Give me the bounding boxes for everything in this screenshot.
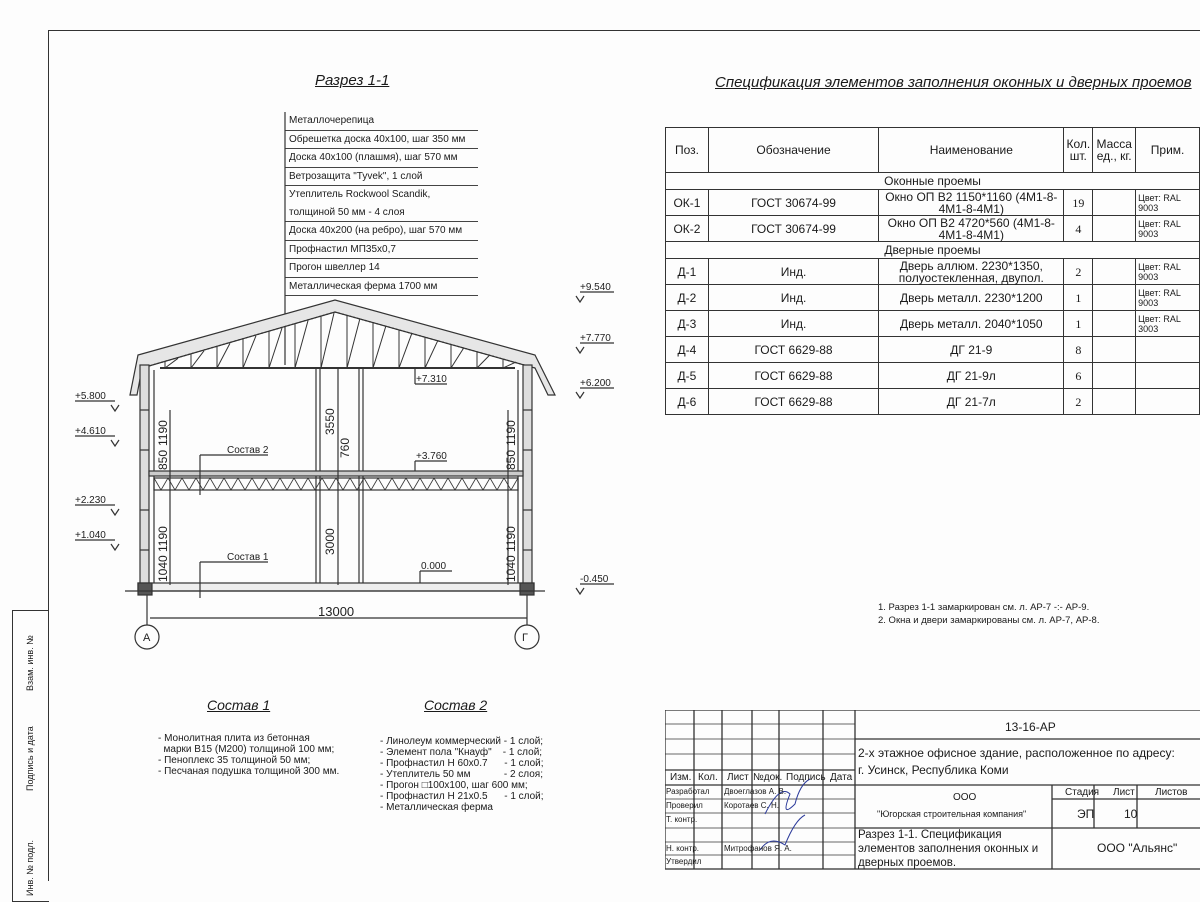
- cell-name: Окно ОП В2 1150*1160 (4М1-8-4М1-8-4М1): [879, 190, 1064, 216]
- cell-name: ДГ 21-9л: [879, 363, 1064, 389]
- note: 2. Окна и двери замаркированы см. л. АР-7, АР-8.: [878, 615, 1100, 626]
- company-line2: "Югорская строительная компания": [877, 809, 1027, 819]
- cell-code: ГОСТ 6629-88: [708, 363, 878, 389]
- cell-pos: Д-2: [666, 285, 709, 311]
- level-right: -0.450: [580, 574, 609, 585]
- company-line1: ООО: [953, 792, 977, 803]
- roof-layer: Профнастил МП35х0,7: [285, 241, 478, 260]
- role-label: Разработал: [666, 787, 710, 796]
- sheets-label: Листов: [1155, 787, 1188, 798]
- level-right: +9.540: [580, 282, 611, 293]
- spec-row: [666, 285, 1200, 311]
- cell-mass: [1093, 337, 1136, 363]
- level-left: +5.800: [75, 391, 106, 402]
- stamp-label: Подпись и дата: [25, 726, 35, 791]
- organization: ООО "Альянс": [1097, 841, 1178, 855]
- cell-note: Цвет: RAL 9003: [1136, 285, 1200, 311]
- dim-3550: 3550: [323, 408, 337, 435]
- dim-850: 850: [156, 449, 170, 470]
- cell-name: ДГ 21-7л: [879, 389, 1064, 415]
- level-left: +2.230: [75, 495, 106, 506]
- cell-mass: [1093, 259, 1136, 285]
- spec-row: [666, 389, 1200, 415]
- col-header: Масса ед., кг.: [1093, 128, 1136, 173]
- roof-layer: Прогон швеллер 14: [285, 259, 478, 278]
- head-label: №док.: [753, 772, 783, 783]
- cell-pos: ОК-1: [666, 190, 709, 216]
- drawing-code: 13-16-АР: [1005, 720, 1056, 734]
- cell-note: Цвет: RAL 3003: [1136, 311, 1200, 337]
- role-label: Проверил: [666, 801, 703, 810]
- level-right: +7.770: [580, 333, 611, 344]
- roof-layer: Металлическая ферма 1700 мм: [285, 278, 478, 297]
- cell-qty: 19: [1064, 190, 1093, 216]
- cell-pos: Д-1: [666, 259, 709, 285]
- cell-pos: Д-3: [666, 311, 709, 337]
- composition1-text: - Монолитная плита из бетонная марки В15 (М200) толщиной 100 мм; - Пеноплекс 35 толщиной 50 мм; - Песчаная подушка толщиной 300 мм.: [158, 733, 340, 777]
- cell-note: Цвет: RAL 9003: [1136, 259, 1200, 285]
- level-left: +4.610: [75, 426, 106, 437]
- head-label: Лист: [727, 772, 749, 783]
- role-label: Т. контр.: [666, 815, 698, 824]
- roof-layer: Утеплитель Rockwool Scandik,: [289, 189, 431, 200]
- axis-g-label: Г: [522, 632, 528, 644]
- composition2-title: Состав 2: [424, 697, 488, 713]
- spec-header-row: [666, 128, 1200, 173]
- ground-slab: [138, 583, 534, 591]
- dim-3000: 3000: [323, 528, 337, 555]
- col-header: Обозначение: [708, 128, 878, 173]
- group-title: Оконные проемы: [666, 173, 1200, 190]
- cell-qty: 2: [1064, 259, 1093, 285]
- wall-right: [523, 365, 532, 585]
- cell-name: Дверь аллюм. 2230*1350, полуостекленная, двупол.: [879, 259, 1064, 285]
- composition-label: Состав 1: [227, 552, 269, 563]
- dim-1040: 1040: [156, 555, 170, 582]
- cell-pos: Д-4: [666, 337, 709, 363]
- cell-qty: 1: [1064, 311, 1093, 337]
- section-drawing: [0, 0, 660, 660]
- width-dim-text: 13000: [318, 604, 355, 619]
- group-row: [666, 173, 1200, 190]
- group-title: Дверные проемы: [666, 242, 1200, 259]
- cell-code: ГОСТ 30674-99: [708, 216, 878, 242]
- spec-row: [666, 216, 1200, 242]
- composition2-text: - Линолеум коммерческий - 1 слой; - Элемент пола "Кнауф" - 1 слой; - Профнастил Н 60х0.7 - 1 слой; - Утеплитель 50 мм - 2 слоя; - Прогон □100х100, шаг 600 мм; - Профнастил Н 21х0.5 - 1 слой; - Металлическая ферма: [380, 736, 544, 813]
- group-row: [666, 242, 1200, 259]
- roof-layer: Металлочерепица: [285, 112, 478, 131]
- dim-850: 850: [504, 449, 518, 470]
- project-location: г. Усинск, Республика Коми: [858, 763, 1009, 777]
- dim-760: 760: [338, 437, 352, 458]
- stage-label: Стадия: [1065, 787, 1100, 798]
- sheet-label: Лист: [1113, 787, 1135, 798]
- level-left: +1.040: [75, 530, 106, 541]
- dim-1040: 1040: [504, 555, 518, 582]
- cell-note: Цвет: RAL 9003: [1136, 216, 1200, 242]
- cell-mass: [1093, 216, 1136, 242]
- axis-a-label: А: [143, 632, 151, 644]
- cell-code: ГОСТ 6629-88: [708, 389, 878, 415]
- head-label: Дата: [830, 772, 853, 783]
- sheet-value: 10: [1124, 807, 1138, 821]
- cell-qty: 2: [1064, 389, 1093, 415]
- cell-pos: Д-6: [666, 389, 709, 415]
- dim-1190: 1190: [156, 526, 170, 552]
- cell-qty: 6: [1064, 363, 1093, 389]
- cell-mass: [1093, 285, 1136, 311]
- head-label: Подпись: [786, 772, 826, 783]
- cell-name: Дверь металл. 2230*1200: [879, 285, 1064, 311]
- cell-code: Инд.: [708, 259, 878, 285]
- cell-note: Цвет: RAL 9003: [1136, 190, 1200, 216]
- cell-name: Дверь металл. 2040*1050: [879, 311, 1064, 337]
- roof-layer: Доска 40х100 (плашмя), шаг 570 мм: [285, 149, 478, 168]
- wall-left: [140, 365, 149, 585]
- role-label: Н. контр.: [666, 844, 700, 853]
- cell-note: [1136, 389, 1200, 415]
- level-inner: 0.000: [421, 561, 447, 572]
- cell-pos: ОК-2: [666, 216, 709, 242]
- section-title: Разрез 1-1: [315, 72, 390, 89]
- spec-row: [666, 190, 1200, 216]
- spec-row: [666, 311, 1200, 337]
- cell-name: ДГ 21-9: [879, 337, 1064, 363]
- dim-1190: 1190: [156, 420, 170, 446]
- cell-pos: Д-5: [666, 363, 709, 389]
- cell-mass: [1093, 389, 1136, 415]
- col-header: Наименование: [879, 128, 1064, 173]
- dim-1190: 1190: [504, 420, 518, 446]
- spec-row: [666, 363, 1200, 389]
- composition1-title: Состав 1: [207, 697, 271, 713]
- cell-mass: [1093, 311, 1136, 337]
- cell-code: ГОСТ 6629-88: [708, 337, 878, 363]
- cell-note: [1136, 337, 1200, 363]
- col-header: Кол. шт.: [1064, 128, 1093, 173]
- composition-label: Состав 2: [227, 445, 269, 456]
- project-name: 2-х этажное офисное здание, расположенное по адресу:: [858, 746, 1175, 760]
- notes: [878, 601, 1099, 627]
- col-header: Прим.: [1136, 128, 1200, 173]
- signer-name: Митрофанов Я. А.: [724, 844, 792, 853]
- level-right: +6.200: [580, 378, 611, 389]
- stamp-label: Взам. инв. №: [25, 635, 35, 691]
- signer-name: Коротаев С. Н.: [724, 801, 779, 810]
- sheet-title: Разрез 1-1. Спецификация элементов заполнения оконных и дверных проемов.: [858, 829, 1039, 869]
- cell-qty: 8: [1064, 337, 1093, 363]
- cell-name: Окно ОП В2 4720*560 (4М1-8-4М1-8-4М1): [879, 216, 1064, 242]
- stamp-label: Инв. № подл.: [25, 839, 35, 896]
- floor-slab: [149, 471, 523, 476]
- cell-code: Инд.: [708, 285, 878, 311]
- cell-code: ГОСТ 30674-99: [708, 190, 878, 216]
- side-stamp: [12, 610, 49, 902]
- dim-1190: 1190: [504, 526, 518, 552]
- note: 1. Разрез 1-1 замаркирован см. л. АР-7 -:- АР-9.: [878, 602, 1090, 613]
- roof-layer: толщиной 50 мм - 4 слоя: [285, 204, 478, 223]
- cell-code: Инд.: [708, 311, 878, 337]
- signer-name: Двоеглазов А. В.: [724, 787, 787, 796]
- cell-note: [1136, 363, 1200, 389]
- stage-value: ЭП: [1077, 807, 1095, 821]
- role-label: Утвердил: [666, 857, 702, 866]
- head-label: Кол.: [698, 772, 718, 783]
- title-block: [665, 710, 1200, 870]
- spec-title: Спецификация элементов заполнения оконных и дверных проемов: [715, 74, 1192, 91]
- spec-table: [665, 127, 1200, 415]
- cell-mass: [1093, 363, 1136, 389]
- roof-layer: Доска 40х200 (на ребро), шаг 570 мм: [285, 222, 478, 241]
- head-label: Изм.: [670, 772, 692, 783]
- spec-row: [666, 337, 1200, 363]
- col-header: Поз.: [666, 128, 709, 173]
- cell-mass: [1093, 190, 1136, 216]
- roof-layer: Обрешетка доска 40х100, шаг 350 мм: [285, 131, 478, 150]
- cell-qty: 4: [1064, 216, 1093, 242]
- roof-layer: Ветрозащита "Tyvek", 1 слой: [285, 168, 478, 187]
- level-inner: +3.760: [416, 451, 447, 462]
- cell-qty: 1: [1064, 285, 1093, 311]
- level-inner: +7.310: [416, 374, 447, 385]
- spec-row: [666, 259, 1200, 285]
